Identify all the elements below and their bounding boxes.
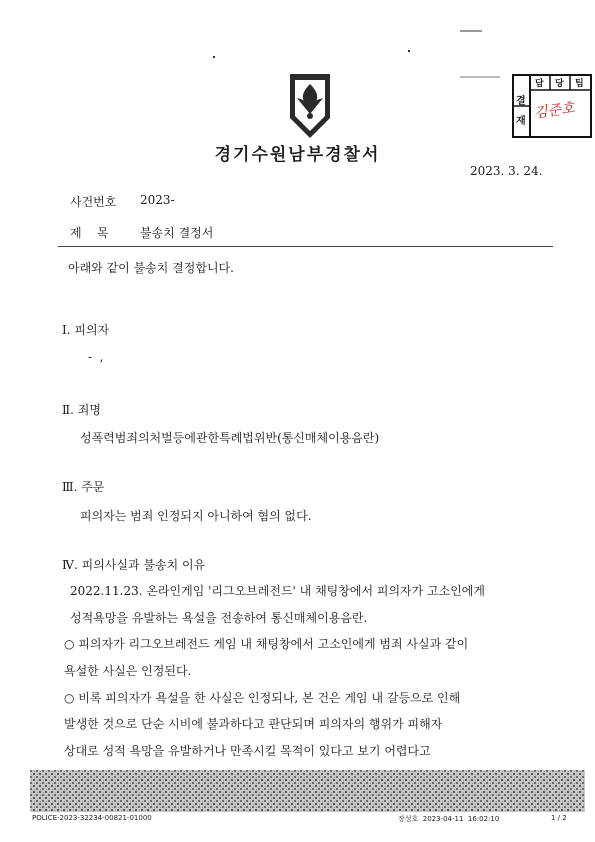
case-number-label: 사건번호 xyxy=(70,195,117,209)
approval-box xyxy=(512,74,592,138)
subject-value: 불송치 결정서 xyxy=(140,226,214,240)
footer-page-number: 1 / 2 xyxy=(551,814,567,822)
scan-speck xyxy=(408,50,410,52)
section-suspect-heading: Ⅰ. 피의자 xyxy=(62,323,110,337)
footer-printed-by: 장성호 2023-04-11 16:02:10 xyxy=(398,815,500,823)
security-pattern-band xyxy=(30,770,585,812)
section-ruling-value: 피의자는 범죄 인정되지 아니하여 혐의 없다. xyxy=(80,509,312,523)
section-ruling-heading: Ⅲ. 주문 xyxy=(62,480,105,494)
approval-header-cell: 팀 xyxy=(575,79,584,89)
case-number-value: 2023- xyxy=(140,193,175,207)
facts-line: ○ 피의자가 리그오브레전드 게임 내 채팅창에서 고소인에게 범죄 사실과 같이 xyxy=(64,637,469,651)
subject-label: 제 목 xyxy=(70,226,109,240)
facts-line: 욕설한 사실은 인정된다. xyxy=(64,664,192,678)
facts-line: 발생한 것으로 단순 시비에 불과하다고 판단되며 피의자의 행위가 피해자 xyxy=(64,717,443,731)
facts-line: 성적욕망을 유발하는 욕설을 전송하여 통신매체이용음란. xyxy=(70,611,368,625)
scan-speck xyxy=(213,56,215,58)
intro-text: 아래와 같이 불송치 결정합니다. xyxy=(68,261,234,275)
facts-line: ○ 비록 피의자가 욕설을 한 사실은 인정되나, 본 건은 게임 내 갈등으로 인해 xyxy=(64,691,461,705)
footer-doc-id: POLICE-2023-32234-00821-01000 xyxy=(32,814,152,822)
scan-speck xyxy=(460,30,482,32)
facts-line: 상대로 성적 욕망을 유발하거나 만족시킬 목적이 있다고 보기 어렵다고 xyxy=(64,744,431,758)
scan-speck xyxy=(460,76,500,78)
document-date: 2023. 3. 24. xyxy=(470,164,543,178)
header-divider xyxy=(58,246,553,247)
facts-line: 2022.11.23. 온라인게임 '리그오브레전드' 내 채팅창에서 피의자가 고소인에게 xyxy=(70,584,485,598)
section-charge-value: 성폭력범죄의처벌등에관한특례법위반(통신매체이용음란) xyxy=(80,431,380,445)
document-title: 경기수원남부경찰서 xyxy=(214,145,381,165)
approval-side-label-top: 결 xyxy=(516,96,526,107)
police-emblem-icon xyxy=(282,70,338,142)
section-suspect-value: - , xyxy=(88,350,104,364)
approval-signature: 김준호 xyxy=(533,100,576,122)
approval-header-cell: 당 xyxy=(555,79,564,89)
section-charge-heading: Ⅱ. 죄명 xyxy=(62,403,101,417)
approval-header-cell: 담 xyxy=(535,79,544,89)
section-facts-heading: Ⅳ. 피의사실과 불송치 이유 xyxy=(62,558,206,572)
approval-side-label-bottom: 재 xyxy=(516,116,526,127)
